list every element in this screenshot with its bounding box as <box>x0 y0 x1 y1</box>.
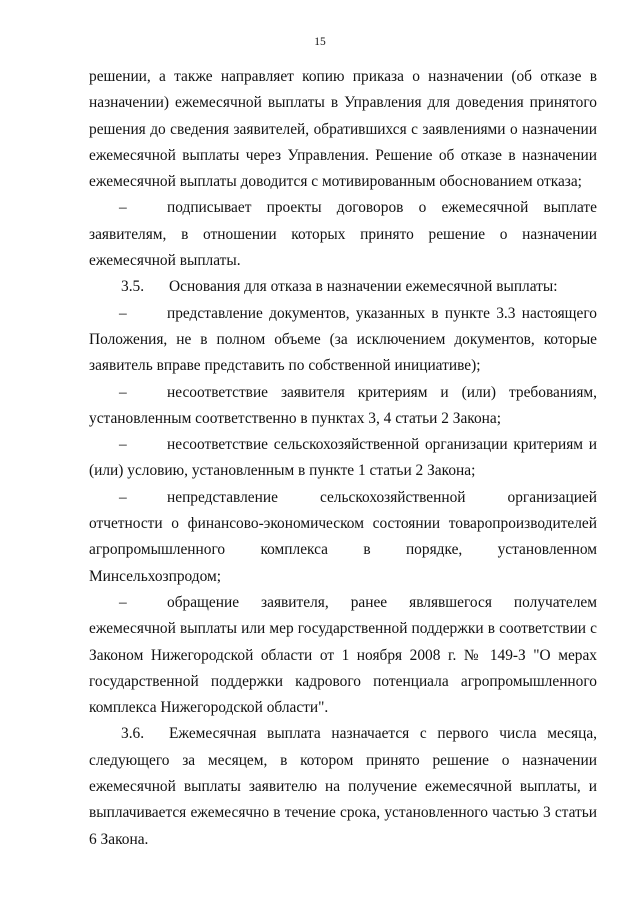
clause-text: Ежемесячная выплата назначается с первого числа месяца, следующего за месяцем, в котором принято решение о назначении ежемесячной выплаты заявителю на получение ежемесячной выплаты, и выплачивается ежемесячно в течение срока, установленного частью 3 статьи 6 Закона. <box>89 725 597 848</box>
list-item-text: представление документов, указанных в пункте 3.3 настоящего Положения, не в полном объеме (за исключением документов, которые заявитель вправе представить по собственной инициативе); <box>89 304 597 375</box>
list-item-incomplete-documents <box>89 301 597 380</box>
page-number: 15 <box>314 36 326 48</box>
list-item-applicant-criteria <box>89 380 597 433</box>
document-body <box>89 64 597 853</box>
clause-text: Основания для отказа в назначении ежемесячной выплаты: <box>169 278 558 296</box>
list-item-organization-criteria <box>89 432 597 485</box>
list-item-text: несоответствие заявителя критериям и (или) требованиям, установленным соответственно в пунктах 3, 4 статьи 2 Закона; <box>89 383 597 427</box>
clause-3-6 <box>89 721 597 852</box>
dash-marker: – <box>119 436 127 454</box>
paragraph-continuation <box>89 64 597 195</box>
clause-3-5 <box>89 274 597 300</box>
list-item-no-reporting <box>89 485 597 590</box>
list-item-text: несоответствие сельскохозяйственной организации критериям и (или) условию, установленным в пункте 1 статьи 2 Закона; <box>89 436 597 480</box>
dash-marker: – <box>119 304 127 322</box>
paragraph-text: решении, а также направляет копию приказа о назначении (об отказе в назначении) ежемесячной выплаты в Управления для доведения принятого решения до сведения заявителей, обратившихся с заявлениями о назначении ежемесячной выплаты через Управления. Решение об отказе в назначении ежемесячной выплаты доводится с мотивированным обоснованием отказа; <box>89 68 597 191</box>
list-item-text: подписывает проекты договоров о ежемесячной выплате заявителям, в отношении которых принято решение о назначении ежемесячной выплаты. <box>89 199 597 270</box>
dash-marker: – <box>119 199 127 217</box>
dash-marker: – <box>119 488 127 506</box>
clause-number: 3.5. <box>121 278 145 296</box>
list-item-previous-recipient <box>89 590 597 721</box>
list-item-text: обращение заявителя, ранее являвшегося получателем ежемесячной выплаты или мер государственной поддержки в соответствии с Законом Нижегородской области от 1 ноября 2008 г. № 149-З "О мерах государственной поддержки кадрового потенциала агропромышленного комплекса Нижегородской области". <box>89 593 597 717</box>
list-item-text: непредставление сельскохозяйственной организацией отчетности о финансово-экономическом состоянии товаропроизводителей агропромышленного комплекса в порядке, установленном Минсельхозпродом; <box>89 488 597 585</box>
list-item-signs-contracts <box>89 195 597 274</box>
dash-marker: – <box>119 593 127 611</box>
dash-marker: – <box>119 383 127 401</box>
clause-number: 3.6. <box>121 725 145 743</box>
